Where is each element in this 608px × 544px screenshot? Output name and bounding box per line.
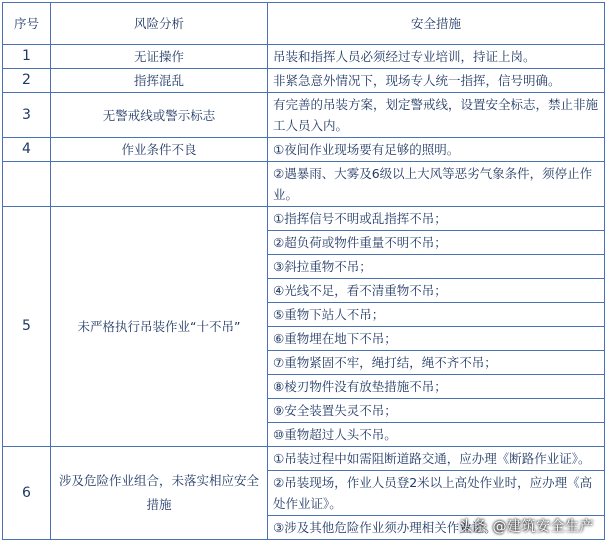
row-no: 4	[3, 138, 51, 162]
row-risk: 未严格执行吊装作业“十不吊”	[51, 207, 268, 447]
row-risk-empty	[51, 162, 268, 207]
table-row	[3, 162, 605, 207]
table-row	[3, 138, 605, 162]
row-measure: ②吊装现场，作业人员登2米以上高处作业时，应办理《高处作业证》。	[268, 471, 605, 516]
table-header-row	[3, 3, 605, 45]
row-no: 1	[3, 45, 51, 69]
row-measure: ⑨安全装置失灵不吊；	[268, 399, 605, 423]
row-measure: ⑥重物埋在地下不吊；	[268, 327, 605, 351]
row-measure: ⑤重物下站人不吊；	[268, 303, 605, 327]
row-measure: ⑩重物超过人头不吊。	[268, 423, 605, 447]
row-measure: ③斜拉重物不吊；	[268, 255, 605, 279]
table-row	[3, 207, 605, 231]
row-measure: ①吊装过程中如需阻断道路交通，应办理《断路作业证》。	[268, 447, 605, 471]
header-no: 序号	[3, 3, 51, 45]
header-risk: 风险分析	[51, 3, 268, 45]
row-no: 6	[3, 447, 51, 540]
row-measure: 吊装和指挥人员必须经过专业培训，持证上岗。	[268, 45, 605, 69]
row-no: 2	[3, 69, 51, 93]
row-measure: ③涉及其他危险作业须办理相关作业证。	[268, 516, 605, 540]
row-measure: ②遇暴雨、大雾及6级以上大风等恶劣气象条件，须停止作业。	[268, 162, 605, 207]
row-measure: ①指挥信号不明或乱指挥不吊；	[268, 207, 605, 231]
table-row	[3, 447, 605, 471]
row-risk: 作业条件不良	[51, 138, 268, 162]
risk-table	[2, 2, 605, 540]
row-measure: ②超负荷或物件重量不明不吊；	[268, 231, 605, 255]
row-measure: 有完善的吊装方案，划定警戒线，设置安全标志，禁止非施工人员入内。	[268, 93, 605, 138]
row-measure: ④光线不足，看不清重物不吊；	[268, 279, 605, 303]
row-measure: ①夜间作业现场要有足够的照明。	[268, 138, 605, 162]
table-row	[3, 45, 605, 69]
row-risk: 涉及危险作业组合，未落实相应安全措施	[51, 447, 268, 540]
header-measure: 安全措施	[268, 3, 605, 45]
table-row	[3, 69, 605, 93]
row-risk: 无证操作	[51, 45, 268, 69]
row-no: 5	[3, 207, 51, 447]
watermark: 头条 @建筑安全生产	[458, 519, 594, 535]
row-measure: ⑧棱刃物件没有放垫措施不吊；	[268, 375, 605, 399]
row-measure: 非紧急意外情况下，现场专人统一指挥，信号明确。	[268, 69, 605, 93]
table-row	[3, 93, 605, 138]
row-risk: 无警戒线或警示标志	[51, 93, 268, 138]
row-no-empty	[3, 162, 51, 207]
row-measure: ⑦重物紧固不牢，绳打结，绳不齐不吊；	[268, 351, 605, 375]
row-no: 3	[3, 93, 51, 138]
row-risk: 指挥混乱	[51, 69, 268, 93]
